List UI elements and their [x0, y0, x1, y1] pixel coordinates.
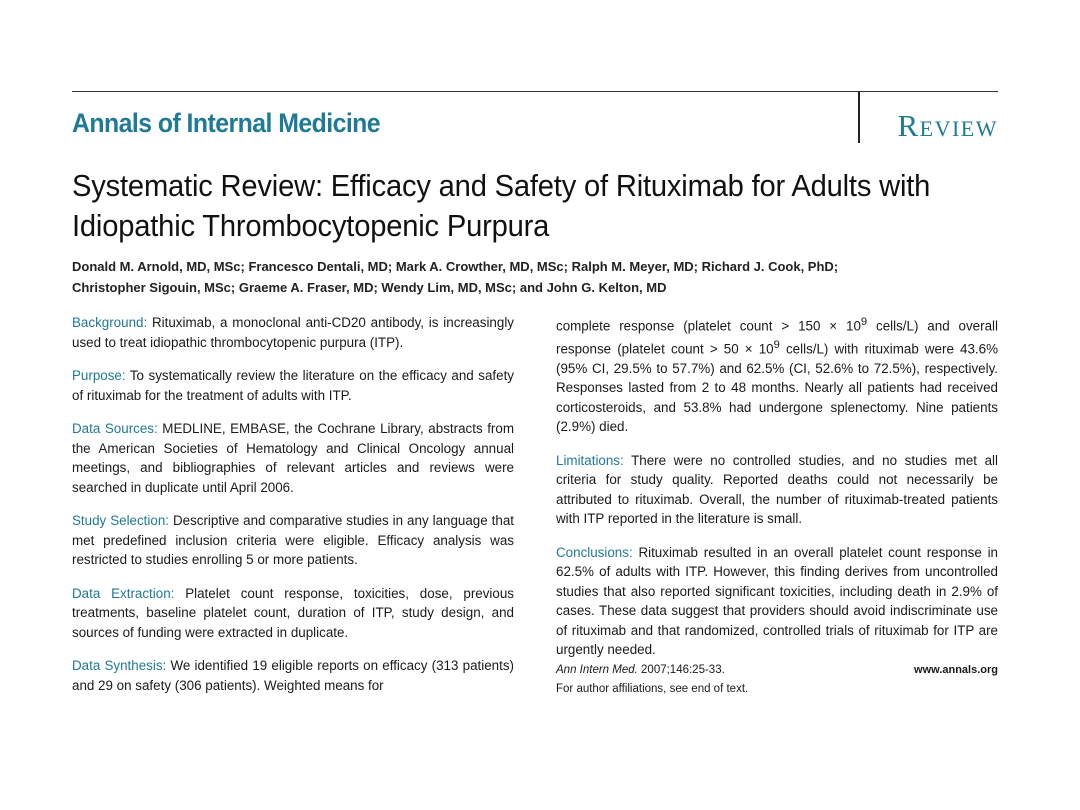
data-synthesis-text: We identified 19 eligible reports on efficacy (313 patients) and 29 on safety (306 patients). Weighted means for: [72, 658, 514, 693]
header-divider: [858, 91, 860, 143]
abstract-data-synthesis: [72, 656, 514, 695]
article-title-line-2: Idiopathic Thrombocytopenic Purpura: [72, 208, 550, 243]
exponent-1: 9: [860, 316, 868, 328]
data-sources-text: MEDLINE, EMBASE, the Cochrane Library, abstracts from the American Societies of Hematology and Clinical Oncology annual meetings, and bibliographies of relevant articles and reviews were searched in duplicate until April 2006.: [72, 421, 514, 495]
background-text: Rituximab, a monoclonal anti-CD20 antibody, is increasingly used to treat idiopathic thrombocytopenic purpura (ITP).: [72, 315, 514, 350]
abstract-conclusions: [556, 543, 998, 660]
data-synthesis-continued-a: complete response (platelet count > 150 × 10: [556, 318, 861, 334]
abstract-background: [72, 313, 514, 352]
website-link[interactable]: www.annals.org: [914, 664, 998, 676]
author-line-1: Donald M. Arnold, MD, MSc; Francesco Dentali, MD; Mark A. Crowther, MD, MSc; Ralph M. Meyer, MD; Richard J. Cook, PhD;: [72, 259, 839, 274]
citation-journal: Ann Intern Med.: [556, 664, 638, 676]
affiliations-note: For author affiliations, see end of text.: [556, 683, 749, 695]
abstract-limitations: [556, 451, 998, 529]
limitations-text: There were no controlled studies, and no studies met all criteria for study quality. Reported deaths could not necessarily be attributed to rituximab. Overall, the number of rituximab-treated patients with ITP reported in the literature is small.: [556, 452, 998, 527]
purpose-text: To systematically review the literature on the efficacy and safety of rituximab for the treatment of adults with ITP.: [72, 368, 514, 403]
purpose-heading: Purpose:: [72, 368, 126, 383]
author-line-2: Christopher Sigouin, MSc; Graeme A. Fraser, MD; Wendy Lim, MD, MSc; and John G. Kelton, MD: [72, 280, 667, 295]
conclusions-heading: Conclusions:: [556, 544, 633, 560]
conclusions-text: Rituximab resulted in an overall platelet count response in 62.5% of adults with ITP. However, this finding derives from uncontrolled studies that also reported significant toxicities, including death in 2.9% of cases. These data suggest that providers should avoid indiscriminate use of rituximab and that randomized, controlled trials of rituximab for ITP are urgently needed.: [556, 544, 998, 658]
journal-name: Annals of Internal Medicine: [72, 108, 381, 138]
data-extraction-heading: Data Extraction:: [72, 585, 175, 601]
abstract-purpose: [72, 366, 514, 405]
data-extraction-text: Platelet count response, toxicities, dose, previous treatments, baseline platelet count, duration of ITP, study design, and sources of funding were extracted in duplicate.: [72, 585, 514, 640]
author-list: [72, 256, 1012, 298]
study-selection-heading: Study Selection:: [72, 513, 169, 528]
abstract-study-selection: [72, 511, 514, 570]
data-synthesis-heading: Data Synthesis:: [72, 658, 167, 673]
exponent-2: 9: [773, 338, 780, 351]
data-synthesis-continued-c: cells/L) with rituximab were 43.6% (95% CI, 29.5% to 57.7%) and 62.5% (CI, 52.6% to 72.5%), respectively. Responses lasted from 2 to 48 months. Nearly all patients had received corticosteroids, and 53.8% had undergone splenectomy. Nine patients (2.9%) died.: [556, 341, 998, 435]
limitations-heading: Limitations:: [556, 452, 624, 468]
article-title: [72, 166, 956, 246]
abstract-data-extraction: [72, 584, 514, 643]
abstract-left-column: [72, 313, 514, 709]
abstract-data-sources: [72, 419, 514, 497]
data-sources-heading: Data Sources:: [72, 421, 158, 436]
study-selection-text: Descriptive and comparative studies in any language that met predefined inclusion criteria were eligible. Efficacy analysis was restricted to studies enrolling 5 or more patients.: [72, 513, 514, 567]
background-heading: Background:: [72, 315, 148, 330]
section-label: Review: [897, 108, 998, 143]
article-title-line-1: Systematic Review: Efficacy and Safety of Rituximab for Adults with: [72, 168, 931, 203]
abstract-data-synthesis-continued: [556, 313, 998, 437]
data-synthesis-continued-b: cells/L) and overall response (platelet count > 50 × 10: [556, 318, 998, 357]
abstract-right-column: [556, 313, 998, 674]
citation-footer: [556, 661, 998, 699]
citation-volume: 2007;146:25-33.: [637, 664, 725, 676]
